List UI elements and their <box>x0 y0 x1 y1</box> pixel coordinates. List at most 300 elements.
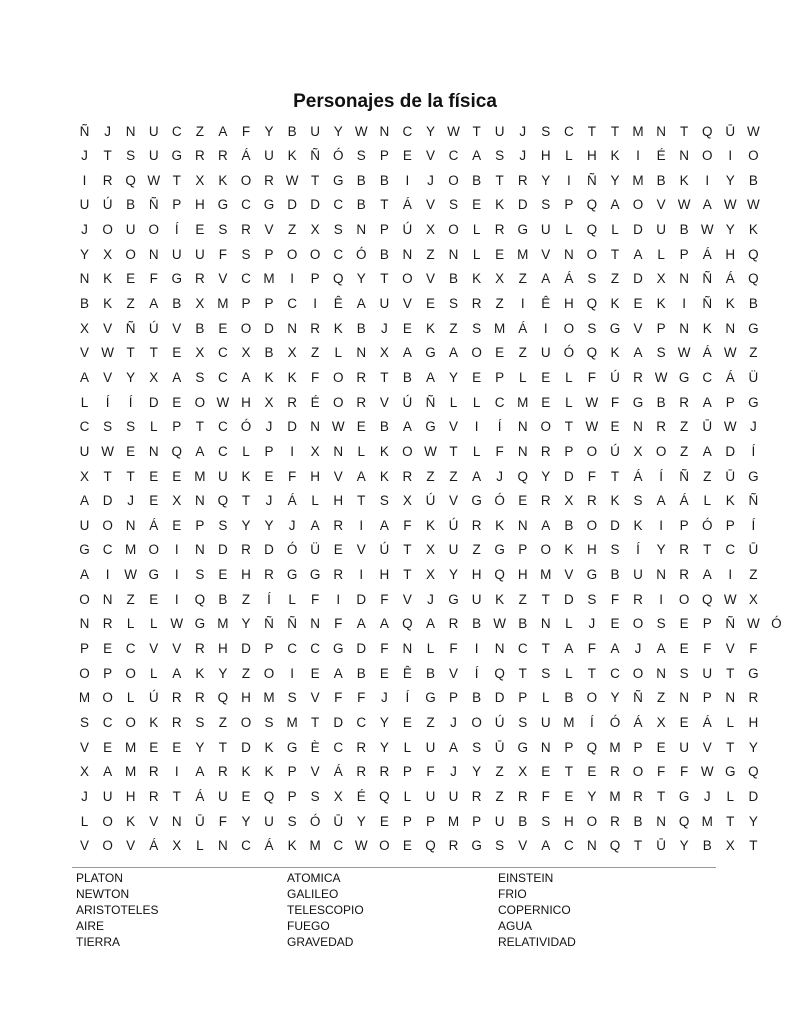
grid-letter[interactable]: N <box>725 320 736 336</box>
grid-letter[interactable]: V <box>172 641 182 657</box>
grid-letter[interactable]: C <box>102 542 113 558</box>
grid-letter[interactable]: O <box>240 172 252 188</box>
grid-letter[interactable]: I <box>728 148 733 164</box>
grid-letter[interactable]: Y <box>264 517 274 533</box>
grid-letter[interactable]: P <box>241 296 251 312</box>
grid-letter[interactable]: Q <box>494 665 505 681</box>
grid-letter[interactable]: J <box>588 616 596 632</box>
grid-letter[interactable]: P <box>679 246 689 262</box>
grid-letter[interactable]: E <box>610 616 620 632</box>
grid-letter[interactable]: Q <box>125 172 136 188</box>
grid-letter[interactable]: H <box>748 714 759 730</box>
grid-letter[interactable]: F <box>403 517 412 533</box>
grid-letter[interactable]: C <box>218 443 228 459</box>
grid-letter[interactable]: X <box>310 222 320 238</box>
grid-letter[interactable]: T <box>541 641 550 657</box>
grid-letter[interactable]: Z <box>287 222 297 238</box>
grid-letter[interactable]: N <box>79 616 90 632</box>
grid-letter[interactable]: W <box>746 123 760 139</box>
grid-letter[interactable]: U <box>448 542 459 558</box>
grid-letter[interactable]: Ú <box>610 443 620 459</box>
grid-letter[interactable]: W <box>700 764 714 780</box>
grid-letter[interactable]: Z <box>518 345 527 361</box>
grid-letter[interactable]: V <box>518 838 528 854</box>
grid-letter[interactable]: E <box>356 419 366 435</box>
grid-letter[interactable]: W <box>723 591 737 607</box>
grid-letter[interactable]: Y <box>195 739 205 755</box>
grid-letter[interactable]: M <box>194 468 206 484</box>
grid-letter[interactable]: Á <box>702 714 712 730</box>
grid-letter[interactable]: M <box>517 246 529 262</box>
grid-letter[interactable]: P <box>702 690 712 706</box>
grid-letter[interactable]: Ú <box>379 542 390 558</box>
grid-letter[interactable]: V <box>333 468 343 484</box>
grid-letter[interactable]: P <box>564 739 574 755</box>
grid-letter[interactable]: B <box>518 616 528 632</box>
grid-letter[interactable]: E <box>379 813 389 829</box>
grid-letter[interactable]: B <box>379 419 389 435</box>
grid-letter[interactable]: R <box>379 764 390 780</box>
grid-letter[interactable]: X <box>425 222 435 238</box>
grid-letter[interactable]: F <box>587 369 597 385</box>
grid-letter[interactable]: K <box>679 172 689 188</box>
grid-letter[interactable]: O <box>102 813 113 829</box>
grid-letter[interactable]: M <box>609 739 621 755</box>
grid-letter[interactable]: Q <box>517 468 528 484</box>
grid-letter[interactable]: A <box>80 493 90 509</box>
grid-letter[interactable]: V <box>80 345 90 361</box>
grid-letter[interactable]: P <box>472 813 482 829</box>
grid-letter[interactable]: K <box>495 197 505 213</box>
grid-letter[interactable]: F <box>426 764 435 780</box>
grid-letter[interactable]: Á <box>702 345 712 361</box>
grid-letter[interactable]: J <box>749 419 757 435</box>
grid-letter[interactable]: P <box>449 690 459 706</box>
grid-letter[interactable]: O <box>632 665 644 681</box>
grid-letter[interactable]: M <box>263 271 275 287</box>
grid-letter[interactable]: G <box>332 172 344 188</box>
grid-letter[interactable]: O <box>540 542 552 558</box>
grid-letter[interactable]: E <box>495 246 505 262</box>
grid-letter[interactable]: Ū <box>725 468 736 484</box>
grid-letter[interactable]: O <box>125 246 136 262</box>
grid-letter[interactable]: R <box>471 788 482 804</box>
grid-letter[interactable]: Y <box>748 813 758 829</box>
grid-letter[interactable]: M <box>494 320 506 336</box>
grid-letter[interactable]: Z <box>472 542 481 558</box>
grid-letter[interactable]: R <box>148 764 159 780</box>
grid-letter[interactable]: W <box>124 567 138 583</box>
grid-letter[interactable]: J <box>81 788 88 804</box>
grid-letter[interactable]: A <box>333 665 343 681</box>
grid-letter[interactable]: K <box>610 296 620 312</box>
grid-letter[interactable]: T <box>172 172 181 188</box>
grid-letter[interactable]: S <box>472 739 482 755</box>
grid-letter[interactable]: Ó <box>563 345 575 361</box>
grid-letter[interactable]: R <box>517 172 528 188</box>
grid-letter[interactable]: G <box>425 345 436 361</box>
grid-letter[interactable]: O <box>586 517 598 533</box>
grid-letter[interactable]: R <box>679 542 690 558</box>
grid-letter[interactable]: Y <box>472 764 482 780</box>
grid-letter[interactable]: W <box>746 197 760 213</box>
grid-letter[interactable]: N <box>402 641 413 657</box>
grid-letter[interactable]: K <box>218 172 228 188</box>
grid-letter[interactable]: L <box>565 616 573 632</box>
grid-letter[interactable]: È <box>310 739 320 755</box>
grid-letter[interactable]: J <box>496 468 504 484</box>
grid-letter[interactable]: E <box>103 641 113 657</box>
grid-letter[interactable]: N <box>656 813 666 829</box>
grid-letter[interactable]: J <box>450 714 457 730</box>
grid-letter[interactable]: B <box>472 172 482 188</box>
grid-letter[interactable]: B <box>425 665 435 681</box>
grid-letter[interactable]: U <box>494 813 505 829</box>
grid-letter[interactable]: A <box>702 443 712 459</box>
grid-letter[interactable]: X <box>725 838 735 854</box>
grid-letter[interactable]: R <box>171 690 182 706</box>
grid-letter[interactable]: G <box>217 197 229 213</box>
grid-letter[interactable]: Á <box>333 764 343 780</box>
grid-letter[interactable]: G <box>425 419 436 435</box>
grid-letter[interactable]: P <box>379 222 389 238</box>
grid-letter[interactable]: L <box>403 739 412 755</box>
grid-letter[interactable]: N <box>125 123 136 139</box>
grid-letter[interactable]: L <box>149 616 158 632</box>
grid-letter[interactable]: R <box>471 517 482 533</box>
grid-letter[interactable]: G <box>517 739 528 755</box>
grid-letter[interactable]: T <box>311 172 320 188</box>
grid-letter[interactable]: Z <box>610 271 620 287</box>
grid-letter[interactable]: W <box>677 345 691 361</box>
grid-letter[interactable]: Y <box>656 542 666 558</box>
grid-letter[interactable]: H <box>218 641 228 657</box>
grid-letter[interactable]: R <box>679 394 690 410</box>
grid-letter[interactable]: O <box>148 222 159 238</box>
grid-letter[interactable]: T <box>403 542 412 558</box>
grid-letter[interactable]: O <box>332 369 344 385</box>
grid-letter[interactable]: X <box>195 345 205 361</box>
grid-letter[interactable]: P <box>287 788 297 804</box>
grid-letter[interactable]: Á <box>518 320 528 336</box>
grid-letter[interactable]: B <box>748 296 758 312</box>
grid-letter[interactable]: G <box>171 271 183 287</box>
grid-letter[interactable]: Z <box>656 690 666 706</box>
grid-letter[interactable]: J <box>288 517 296 533</box>
grid-letter[interactable]: P <box>402 813 412 829</box>
grid-letter[interactable]: Ñ <box>148 197 159 213</box>
grid-letter[interactable]: L <box>518 369 527 385</box>
grid-letter[interactable]: X <box>518 764 528 780</box>
grid-letter[interactable]: Y <box>449 369 459 385</box>
grid-letter[interactable]: D <box>725 443 736 459</box>
grid-letter[interactable]: M <box>78 690 91 706</box>
grid-letter[interactable]: X <box>656 271 666 287</box>
grid-letter[interactable]: A <box>195 443 205 459</box>
grid-letter[interactable]: K <box>379 443 389 459</box>
grid-letter[interactable]: T <box>680 123 689 139</box>
grid-letter[interactable]: J <box>81 222 88 238</box>
grid-letter[interactable]: F <box>287 468 297 484</box>
grid-letter[interactable]: S <box>541 665 551 681</box>
grid-letter[interactable]: E <box>402 148 412 164</box>
grid-letter[interactable]: Ú <box>102 197 113 213</box>
grid-letter[interactable]: N <box>679 148 690 164</box>
grid-letter[interactable]: F <box>587 641 597 657</box>
grid-letter[interactable]: Y <box>241 616 251 632</box>
grid-letter[interactable]: O <box>655 443 667 459</box>
grid-letter[interactable]: T <box>172 788 181 804</box>
grid-letter[interactable]: B <box>356 197 366 213</box>
grid-letter[interactable]: N <box>287 320 297 336</box>
grid-letter[interactable]: L <box>472 394 481 410</box>
grid-letter[interactable]: B <box>379 246 389 262</box>
grid-letter[interactable]: Ū <box>748 542 759 558</box>
grid-letter[interactable]: B <box>356 172 366 188</box>
grid-letter[interactable]: Ū <box>333 813 344 829</box>
grid-letter[interactable]: Ñ <box>264 616 274 632</box>
grid-letter[interactable]: M <box>540 567 552 583</box>
grid-letter[interactable]: S <box>126 419 136 435</box>
grid-letter[interactable]: V <box>310 690 320 706</box>
grid-letter[interactable]: Q <box>425 838 436 854</box>
grid-letter[interactable]: L <box>311 493 319 509</box>
grid-letter[interactable]: L <box>149 419 158 435</box>
grid-letter[interactable]: K <box>149 714 159 730</box>
grid-letter[interactable]: K <box>725 296 735 312</box>
grid-letter[interactable]: O <box>148 542 159 558</box>
grid-letter[interactable]: O <box>402 443 413 459</box>
grid-letter[interactable]: Ñ <box>125 320 136 336</box>
grid-letter[interactable]: N <box>194 542 205 558</box>
grid-letter[interactable]: D <box>241 641 251 657</box>
grid-letter[interactable]: E <box>172 739 182 755</box>
grid-letter[interactable]: I <box>290 271 294 287</box>
grid-letter[interactable]: C <box>287 641 297 657</box>
grid-letter[interactable]: E <box>679 616 689 632</box>
grid-letter[interactable]: Ó <box>309 813 321 829</box>
grid-letter[interactable]: Ñ <box>702 296 713 312</box>
grid-letter[interactable]: U <box>148 148 159 164</box>
grid-letter[interactable]: D <box>241 739 251 755</box>
grid-letter[interactable]: S <box>610 542 620 558</box>
grid-letter[interactable]: R <box>264 567 274 583</box>
grid-letter[interactable]: H <box>540 148 551 164</box>
grid-letter[interactable]: K <box>287 369 297 385</box>
grid-letter[interactable]: J <box>81 148 88 164</box>
grid-letter[interactable]: B <box>748 172 758 188</box>
grid-letter[interactable]: B <box>472 690 482 706</box>
grid-letter[interactable]: I <box>543 320 548 336</box>
grid-letter[interactable]: W <box>354 838 368 854</box>
grid-letter[interactable]: W <box>170 616 184 632</box>
grid-letter[interactable]: V <box>103 320 113 336</box>
grid-letter[interactable]: R <box>218 148 228 164</box>
grid-letter[interactable]: F <box>749 641 758 657</box>
grid-letter[interactable]: J <box>127 493 135 509</box>
grid-letter[interactable]: B <box>218 591 228 607</box>
grid-letter[interactable]: A <box>80 567 90 583</box>
grid-letter[interactable]: K <box>264 739 274 755</box>
grid-letter[interactable]: É <box>656 148 666 164</box>
grid-letter[interactable]: A <box>356 468 366 484</box>
grid-letter[interactable]: N <box>218 838 228 854</box>
grid-letter[interactable]: P <box>172 197 182 213</box>
grid-letter[interactable]: S <box>518 714 528 730</box>
grid-letter[interactable]: E <box>103 739 113 755</box>
grid-letter[interactable]: B <box>195 320 205 336</box>
grid-letter[interactable]: E <box>241 788 251 804</box>
grid-letter[interactable]: N <box>656 665 666 681</box>
grid-letter[interactable]: A <box>356 296 366 312</box>
grid-letter[interactable]: W <box>354 123 368 139</box>
grid-letter[interactable]: M <box>263 690 275 706</box>
grid-letter[interactable]: K <box>495 591 505 607</box>
grid-letter[interactable]: Ó <box>286 542 298 558</box>
grid-letter[interactable]: Q <box>748 271 759 287</box>
grid-letter[interactable]: O <box>540 419 552 435</box>
grid-letter[interactable]: K <box>241 764 251 780</box>
grid-letter[interactable]: W <box>654 369 668 385</box>
grid-letter[interactable]: I <box>290 443 294 459</box>
grid-letter[interactable]: X <box>172 838 182 854</box>
grid-letter[interactable]: Ñ <box>702 271 713 287</box>
grid-letter[interactable]: T <box>218 739 228 755</box>
grid-letter[interactable]: Í <box>497 419 502 435</box>
grid-letter[interactable]: P <box>425 813 435 829</box>
grid-letter[interactable]: F <box>610 591 620 607</box>
grid-letter[interactable]: L <box>357 443 366 459</box>
grid-letter[interactable]: O <box>632 764 644 780</box>
grid-letter[interactable]: Z <box>241 591 251 607</box>
grid-letter[interactable]: I <box>174 764 179 780</box>
grid-letter[interactable]: Ó <box>701 517 713 533</box>
grid-letter[interactable]: Z <box>241 665 251 681</box>
grid-letter[interactable]: E <box>264 468 274 484</box>
grid-letter[interactable]: C <box>171 123 182 139</box>
grid-letter[interactable]: O <box>586 690 598 706</box>
grid-letter[interactable]: A <box>379 517 389 533</box>
grid-letter[interactable]: C <box>79 419 90 435</box>
grid-letter[interactable]: K <box>748 222 758 238</box>
grid-letter[interactable]: D <box>356 641 367 657</box>
grid-letter[interactable]: E <box>310 665 320 681</box>
grid-letter[interactable]: I <box>682 296 687 312</box>
grid-letter[interactable]: O <box>102 517 113 533</box>
grid-letter[interactable]: Á <box>241 148 251 164</box>
grid-letter[interactable]: T <box>380 369 389 385</box>
grid-letter[interactable]: G <box>194 616 206 632</box>
grid-letter[interactable]: T <box>241 493 251 509</box>
grid-letter[interactable]: N <box>540 739 551 755</box>
grid-letter[interactable]: W <box>723 345 737 361</box>
grid-letter[interactable]: Ñ <box>79 123 90 139</box>
grid-letter[interactable]: O <box>701 148 713 164</box>
grid-letter[interactable]: E <box>518 493 528 509</box>
grid-letter[interactable]: T <box>103 148 112 164</box>
grid-letter[interactable]: N <box>494 641 505 657</box>
grid-letter[interactable]: Q <box>402 616 413 632</box>
grid-letter[interactable]: B <box>356 320 366 336</box>
grid-letter[interactable]: S <box>310 788 320 804</box>
grid-letter[interactable]: V <box>449 419 459 435</box>
grid-letter[interactable]: S <box>333 222 343 238</box>
grid-letter[interactable]: X <box>80 764 90 780</box>
grid-letter[interactable]: G <box>725 764 736 780</box>
grid-letter[interactable]: Z <box>495 764 504 780</box>
grid-letter[interactable]: Y <box>379 739 389 755</box>
grid-letter[interactable]: K <box>425 517 435 533</box>
grid-letter[interactable]: Y <box>541 172 551 188</box>
grid-letter[interactable]: A <box>449 739 459 755</box>
grid-letter[interactable]: X <box>748 591 758 607</box>
grid-letter[interactable]: B <box>472 616 482 632</box>
grid-letter[interactable]: Q <box>494 567 505 583</box>
grid-letter[interactable]: J <box>703 788 711 804</box>
grid-letter[interactable]: C <box>241 838 251 854</box>
grid-letter[interactable]: S <box>241 246 251 262</box>
grid-letter[interactable]: R <box>610 764 620 780</box>
grid-letter[interactable]: C <box>241 197 251 213</box>
grid-letter[interactable]: U <box>540 345 551 361</box>
grid-letter[interactable]: N <box>517 443 528 459</box>
grid-letter[interactable]: E <box>172 468 182 484</box>
grid-letter[interactable]: A <box>656 493 666 509</box>
grid-letter[interactable]: Q <box>586 296 598 312</box>
grid-letter[interactable]: Z <box>449 468 458 484</box>
grid-letter[interactable]: T <box>357 493 366 509</box>
grid-letter[interactable]: G <box>748 320 759 336</box>
grid-letter[interactable]: E <box>149 739 159 755</box>
grid-letter[interactable]: Ê <box>541 296 551 312</box>
grid-letter[interactable]: Ú <box>148 320 159 336</box>
grid-letter[interactable]: É <box>310 394 320 410</box>
grid-letter[interactable]: L <box>703 493 711 509</box>
grid-letter[interactable]: G <box>471 493 482 509</box>
grid-letter[interactable]: X <box>103 246 113 262</box>
grid-letter[interactable]: R <box>356 739 367 755</box>
grid-letter[interactable]: Q <box>586 345 598 361</box>
grid-letter[interactable]: B <box>564 517 574 533</box>
grid-letter[interactable]: T <box>749 838 758 854</box>
grid-letter[interactable]: L <box>565 222 573 238</box>
grid-letter[interactable]: I <box>659 591 663 607</box>
grid-letter[interactable]: W <box>677 197 691 213</box>
grid-letter[interactable]: K <box>333 320 343 336</box>
grid-letter[interactable]: Y <box>333 123 343 139</box>
grid-letter[interactable]: C <box>702 369 713 385</box>
grid-letter[interactable]: O <box>586 813 598 829</box>
grid-letter[interactable]: K <box>264 369 274 385</box>
grid-letter[interactable]: Z <box>218 714 228 730</box>
grid-letter[interactable]: F <box>149 271 158 287</box>
grid-letter[interactable]: U <box>633 567 643 583</box>
grid-letter[interactable]: Ê <box>333 296 343 312</box>
grid-letter[interactable]: D <box>633 271 643 287</box>
grid-letter[interactable]: X <box>172 493 182 509</box>
grid-letter[interactable]: R <box>218 764 228 780</box>
grid-letter[interactable]: K <box>241 468 251 484</box>
grid-letter[interactable]: W <box>424 443 437 459</box>
grid-letter[interactable]: C <box>102 714 113 730</box>
grid-letter[interactable]: A <box>172 369 182 385</box>
grid-letter[interactable]: N <box>356 222 367 238</box>
grid-letter[interactable]: V <box>264 222 274 238</box>
grid-letter[interactable]: M <box>217 616 229 632</box>
grid-letter[interactable]: Í <box>267 591 271 607</box>
grid-letter[interactable]: O <box>586 246 598 262</box>
grid-letter[interactable]: R <box>287 394 297 410</box>
